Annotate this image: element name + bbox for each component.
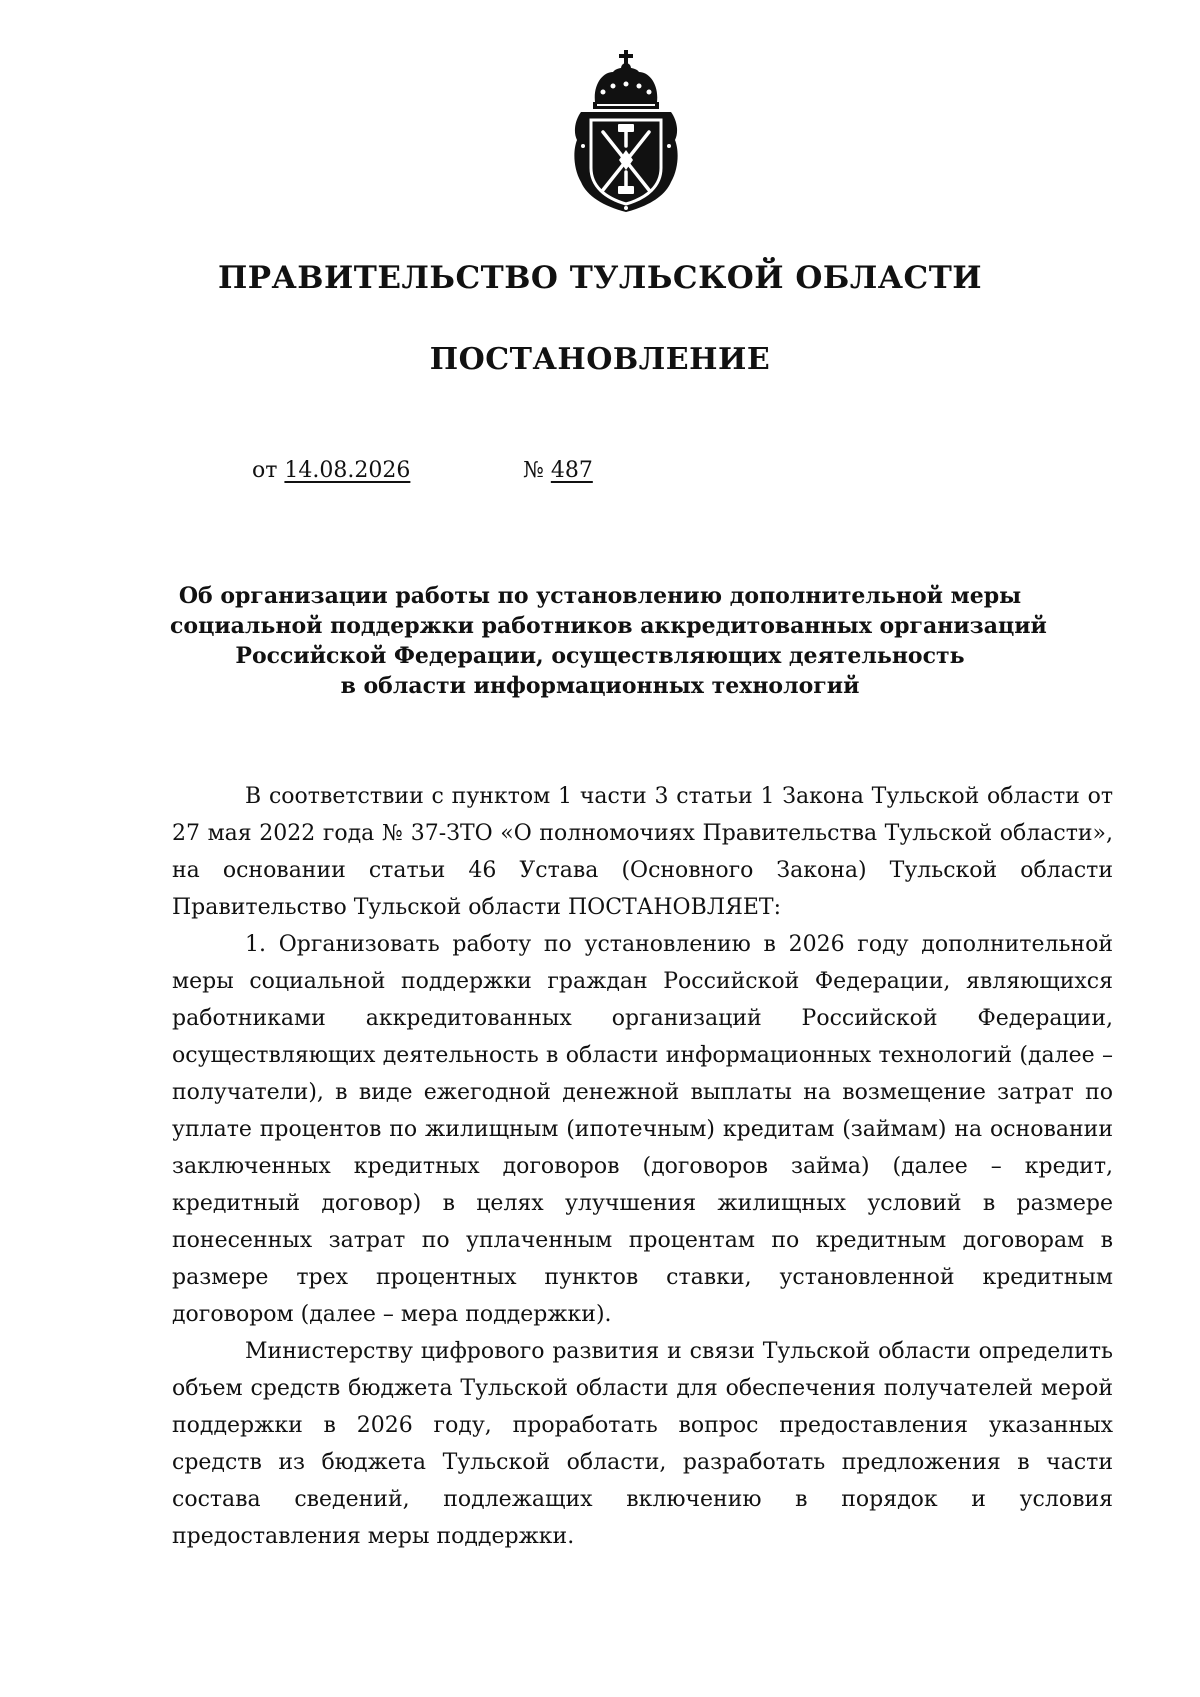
paragraph-preamble: В соответствии с пунктом 1 части 3 статьи 1 Закона Тульской области от 27 мая 2022 года № 37-ЗТО «О полномочиях Правительства Тульской области», на основании статьи 46 Устава (Основного Закона) Тульской области Правительство Тульской области ПОСТАНОВЛЯЕТ: (172, 784, 1113, 920)
date-prefix: от (252, 458, 278, 483)
heading-line: Российской Федерации, осуществляющих деятельность (235, 643, 965, 669)
heading-line: в области информационных технологий (340, 673, 860, 699)
government-title: ПРАВИТЕЛЬСТВО ТУЛЬСКОЙ ОБЛАСТИ (217, 260, 983, 296)
document-body (172, 778, 1113, 1555)
document-date: 14.08.2026 (284, 458, 411, 483)
heading-line: Об организации работы по установлению дополнительной меры (178, 583, 1022, 609)
paragraph-ministry-task: Министерству цифрового развития и связи Тульской области определить объем средств бюджета Тульской области для обеспечения получателей мерой поддержки в 2026 году, проработать вопрос предоставления указанных средств из бюджета Тульской области, разработать предложения в части состава сведений, подлежащих включению в порядок и условия предоставления меры поддержки. (172, 1339, 1113, 1549)
document-heading (170, 581, 1047, 701)
number-prefix: № (523, 458, 544, 483)
coat-of-arms-icon (573, 50, 679, 216)
number-field (523, 456, 593, 486)
document-number: 487 (550, 458, 593, 483)
paragraph-item-1: 1. Организовать работу по установлению в 2026 году дополнительной меры социальной поддержки граждан Российской Федерации, являющихся работниками аккредитованных организаций Российской Федерации, осуществляющих деятельность в области информационных технологий (далее – получатели), в виде ежегодной денежной выплаты на возмещение затрат по уплате процентов по жилищным (ипотечным) кредитам (займам) на основании заключенных кредитных договоров (договоров займа) (далее – кредит, кредитный договор) в целях улучшения жилищных условий в размере понесенных затрат по уплаченным процентам по кредитным договорам в размере трех процентных пунктов ставки, установленной кредитным договором (далее – мера поддержки). (172, 932, 1113, 1327)
date-field (252, 456, 410, 486)
document-type: ПОСТАНОВЛЕНИЕ (429, 342, 771, 377)
heading-line: социальной поддержки работников аккредитованных организаций (170, 613, 1047, 639)
